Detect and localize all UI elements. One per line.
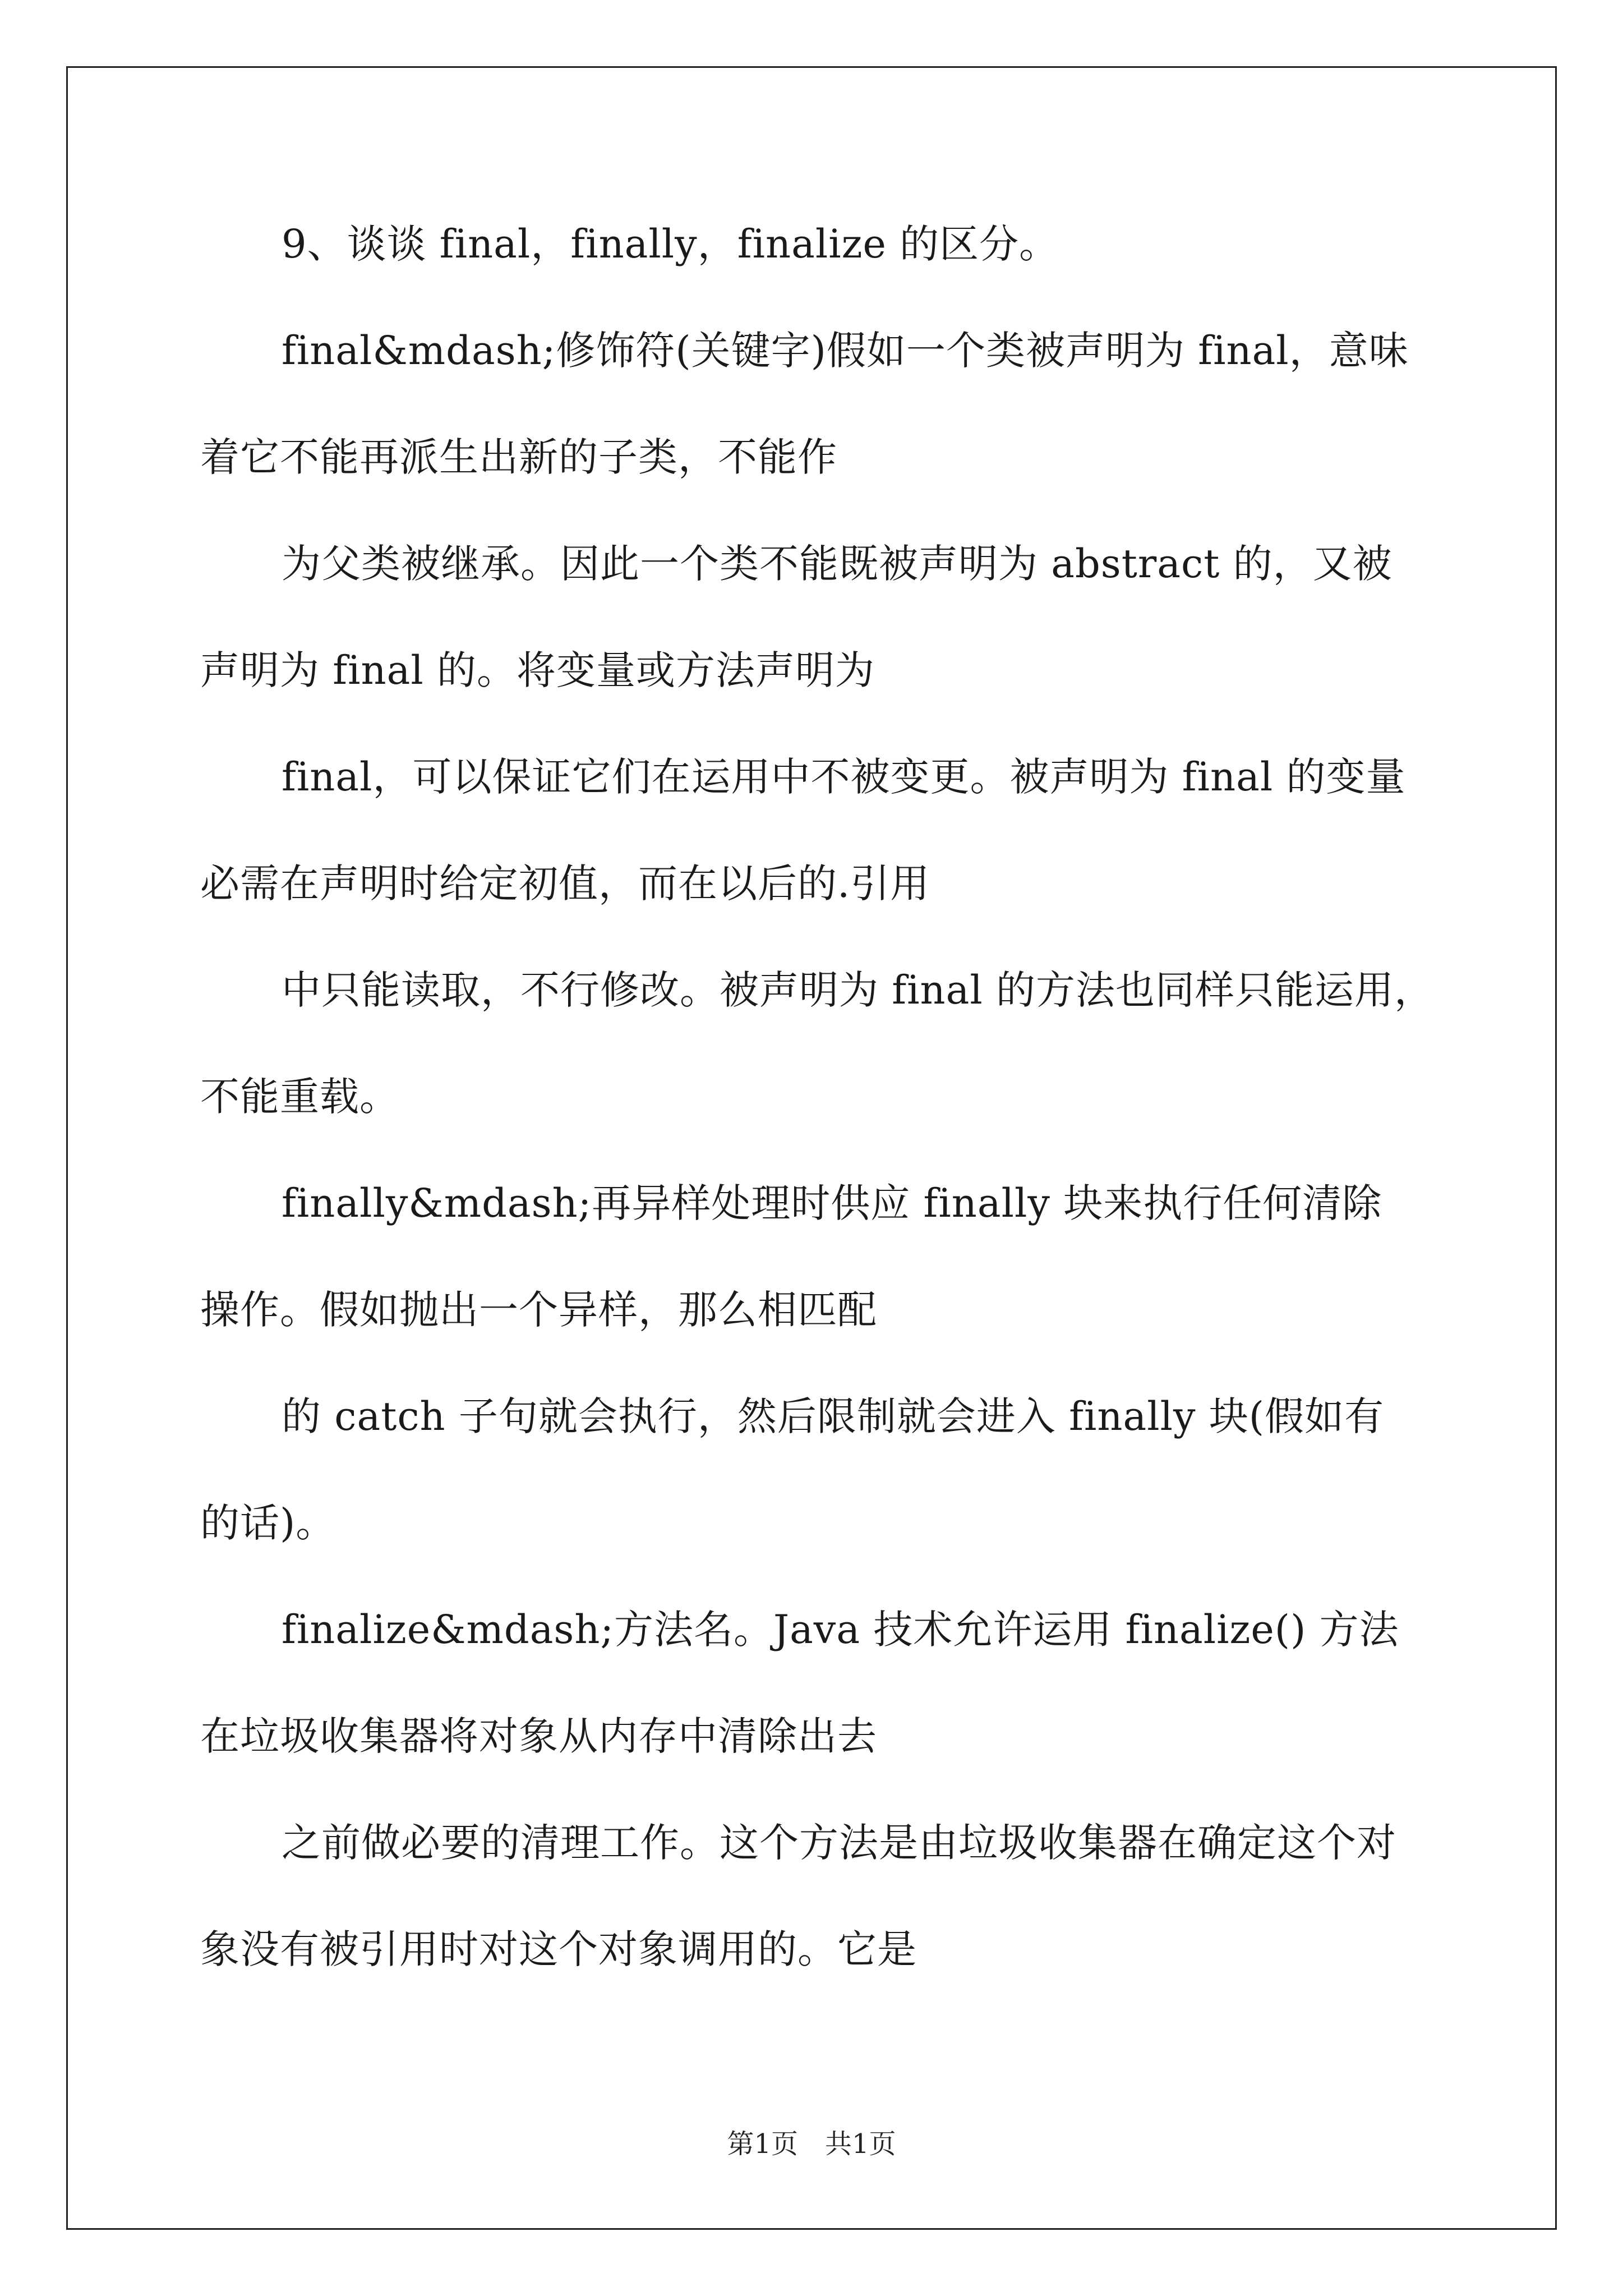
paragraph-line: finalize&mdash;方法名。Java 技术允许运用 finalize() 方法 [282, 1607, 1399, 1653]
question-heading: 9、谈谈 final，finally，finalize 的区分。 [282, 221, 1059, 267]
paragraph-line: 象没有被引用时对这个对象调用的。它是 [200, 1926, 917, 1972]
paragraph-line: final，可以保证它们在运用中不被变更。被声明为 final 的变量 [282, 754, 1406, 800]
page-border [66, 66, 1557, 2230]
paragraph-line: 不能重载。 [200, 1074, 399, 1120]
paragraph-line: 的话)。 [200, 1500, 336, 1546]
paragraph-line: 中只能读取，不行修改。被声明为 final 的方法也同样只能运用， [282, 967, 1435, 1013]
paragraph-line: 之前做必要的清理工作。这个方法是由垃圾收集器在确定这个对 [282, 1820, 1396, 1866]
paragraph-line: 的 catch 子句就会执行，然后限制就会进入 finally 块(假如有 [282, 1393, 1385, 1439]
paragraph-line: 必需在声明时给定初值，而在以后的.引用 [200, 861, 930, 907]
paragraph-line: 操作。假如抛出一个异样，那么相匹配 [200, 1287, 877, 1333]
paragraph-line: final&mdash;修饰符(关键字)假如一个类被声明为 final，意味 [282, 328, 1409, 374]
paragraph-line: finally&mdash;再异样处理时供应 finally 块来执行任何清除 [282, 1180, 1382, 1226]
paragraph-line: 着它不能再派生出新的子类，不能作 [200, 434, 837, 480]
paragraph-line: 声明为 final 的。将变量或方法声明为 [200, 647, 875, 693]
paragraph-line: 在垃圾收集器将对象从内存中清除出去 [200, 1713, 877, 1759]
paragraph-line: 为父类被继承。因此一个类不能既被声明为 abstract 的，又被 [282, 541, 1393, 587]
page-number-footer: 第1页 共1页 [727, 2128, 896, 2160]
